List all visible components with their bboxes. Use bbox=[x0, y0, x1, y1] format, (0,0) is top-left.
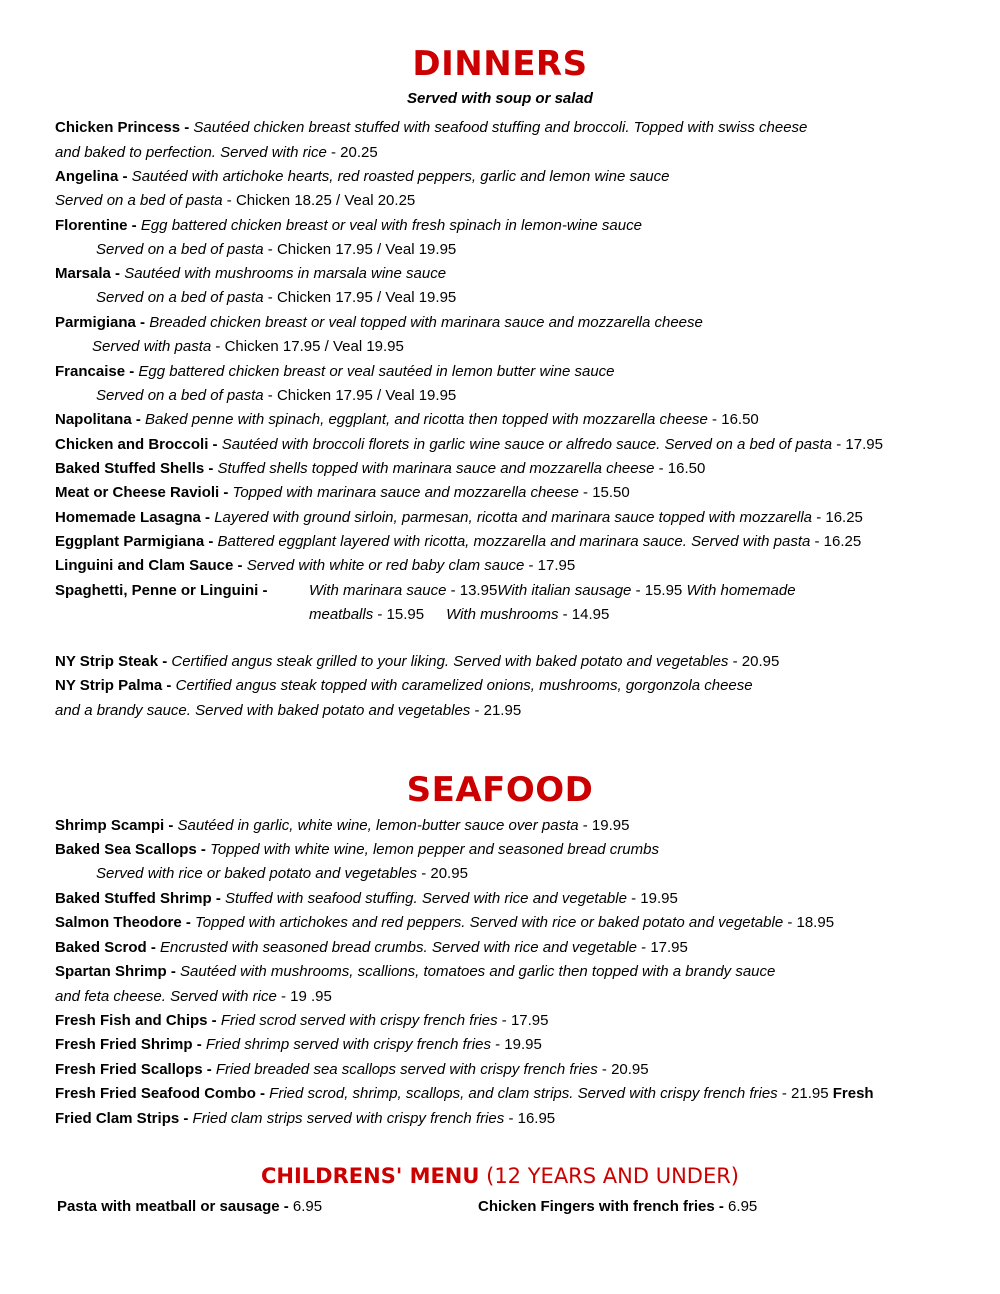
item-desc: Certified angus steak topped with caramelized onions, mushrooms, gorgonzola cheese bbox=[171, 677, 753, 694]
item-name: Homemade Lasagna - bbox=[55, 509, 211, 526]
item-name: Napolitana - bbox=[55, 411, 141, 428]
item-price: - Chicken 17.95 / Veal 19.95 bbox=[263, 387, 457, 404]
menu-line bbox=[96, 288, 456, 308]
item-name: Salmon Theodore - bbox=[55, 914, 191, 931]
item-desc: Fried shrimp served with crispy french fries bbox=[201, 1036, 491, 1053]
menu-line bbox=[55, 889, 678, 909]
item-desc: Served on a bed of pasta bbox=[96, 289, 264, 306]
menu-line bbox=[55, 532, 861, 552]
menu-line bbox=[55, 913, 834, 933]
pasta-options-line-1: With marinara sauce - 13.95With italian sausage - 15.95 With homemade bbox=[309, 582, 796, 599]
item-name: Shrimp Scampi - bbox=[55, 817, 174, 834]
item-desc: and a brandy sauce. Served with baked potato and vegetables bbox=[55, 702, 471, 719]
menu-line bbox=[55, 508, 863, 528]
item-price: - 16.50 bbox=[707, 411, 759, 428]
item-desc: and feta cheese. Served with rice bbox=[55, 988, 277, 1005]
item-name: Chicken and Broccoli - bbox=[55, 436, 218, 453]
item-desc: Sautéed chicken breast stuffed with seafood stuffing and broccoli. Topped with swiss cheese bbox=[189, 119, 808, 136]
menu-line bbox=[55, 1084, 874, 1104]
item-desc: Certified angus steak grilled to your liking. Served with baked potato and vegetables bbox=[167, 653, 729, 670]
item-name: Linguini and Clam Sauce - bbox=[55, 557, 243, 574]
menu-line bbox=[55, 264, 446, 284]
menu-line bbox=[55, 701, 521, 721]
item-price: - 19 .95 bbox=[276, 988, 332, 1005]
pasta-name: Spaghetti, Penne or Linguini - bbox=[55, 582, 268, 599]
item-desc: Egg battered chicken breast or veal with fresh spinach in lemon-wine sauce bbox=[136, 217, 642, 234]
dinners-subtitle: Served with soup or salad bbox=[407, 90, 593, 107]
item-price: - 19.95 bbox=[578, 817, 630, 834]
item-name: Francaise - bbox=[55, 363, 135, 380]
item-price: - 20.25 bbox=[326, 144, 378, 161]
item-name: Florentine - bbox=[55, 217, 137, 234]
menu-line bbox=[96, 864, 468, 884]
item-desc: Egg battered chicken breast or veal sautéed in lemon butter wine sauce bbox=[134, 363, 615, 380]
item-name: Fresh Fried Shrimp - bbox=[55, 1036, 202, 1053]
menu-line bbox=[55, 987, 332, 1007]
item-name: Baked Sea Scallops - bbox=[55, 841, 206, 858]
item-price: - 19.95 bbox=[626, 890, 678, 907]
item-desc: Layered with ground sirloin, parmesan, ricotta and marinara sauce topped with mozzarella bbox=[210, 509, 813, 526]
item-price: - 19.95 bbox=[490, 1036, 542, 1053]
kids-item: Pasta with meatball or sausage - 6.95 bbox=[57, 1198, 323, 1215]
kids-menu-title: CHILDRENS' MENU (12 YEARS AND UNDER) bbox=[261, 1164, 739, 1188]
item-price: - 21.95 bbox=[777, 1085, 833, 1102]
item-desc: Served on a bed of pasta bbox=[96, 241, 264, 258]
menu-line bbox=[55, 167, 670, 187]
item-desc: Battered eggplant layered with ricotta, mozzarella and marinara sauce. Served with pasta bbox=[213, 533, 811, 550]
seafood-title: SEAFOOD bbox=[406, 770, 594, 810]
menu-line bbox=[55, 1109, 555, 1129]
item-name: Parmigiana - bbox=[55, 314, 146, 331]
item-price: - 16.25 bbox=[810, 533, 862, 550]
menu-line bbox=[55, 143, 378, 163]
menu-line bbox=[55, 840, 659, 860]
menu-line bbox=[55, 191, 415, 211]
item-price: - 15.50 bbox=[578, 484, 630, 501]
kids-item: Chicken Fingers with french fries - 6.95 bbox=[478, 1198, 758, 1215]
item-desc: Fried breaded sea scallops served with crispy french fries bbox=[211, 1061, 598, 1078]
item-desc: Sautéed in garlic, white wine, lemon-butter sauce over pasta bbox=[173, 817, 579, 834]
item-desc: Sautéed with mushrooms in marsala wine sauce bbox=[120, 265, 447, 282]
item-name: Fresh Fish and Chips - bbox=[55, 1012, 217, 1029]
item-desc: Topped with artichokes and red peppers. Served with rice or baked potato and vegetable bbox=[190, 914, 784, 931]
item-price: - 16.95 bbox=[504, 1110, 556, 1127]
item-name: Eggplant Parmigiana - bbox=[55, 533, 214, 550]
item-desc: Topped with marinara sauce and mozzarella cheese bbox=[228, 484, 579, 501]
item-desc: Served on a bed of pasta bbox=[55, 192, 223, 209]
menu-line bbox=[96, 386, 456, 406]
item-name: Meat or Cheese Ravioli - bbox=[55, 484, 229, 501]
item-desc: Stuffed with seafood stuffing. Served with rice and vegetable bbox=[220, 890, 627, 907]
item-name: Spartan Shrimp - bbox=[55, 963, 176, 980]
dinners-title: DINNERS bbox=[412, 44, 588, 84]
item-desc: Sautéed with mushrooms, scallions, tomatoes and garlic then topped with a brandy sauce bbox=[175, 963, 776, 980]
menu-line bbox=[55, 459, 705, 479]
menu-line bbox=[55, 216, 642, 236]
item-name: Fried Clam Strips - bbox=[55, 1110, 189, 1127]
item-name: NY Strip Steak - bbox=[55, 653, 168, 670]
item-desc: Baked penne with spinach, eggplant, and ricotta then topped with mozzarella cheese bbox=[140, 411, 708, 428]
menu-line bbox=[55, 410, 759, 430]
item-desc: and baked to perfection. Served with rice bbox=[55, 144, 327, 161]
menu-line bbox=[96, 240, 456, 260]
item-price: - Chicken 17.95 / Veal 19.95 bbox=[263, 289, 457, 306]
menu-line bbox=[55, 1035, 542, 1055]
item-desc: Topped with white wine, lemon pepper and seasoned bread crumbs bbox=[205, 841, 659, 858]
item-name: Angelina - bbox=[55, 168, 128, 185]
item-price: - 17.95 bbox=[832, 436, 883, 453]
item-price: - Chicken 18.25 / Veal 20.25 bbox=[222, 192, 416, 209]
item-desc: Served with rice or baked potato and vegetables bbox=[96, 865, 418, 882]
item-price: - 17.95 bbox=[636, 939, 688, 956]
item-desc: Sautéed with artichoke hearts, red roasted peppers, garlic and lemon wine sauce bbox=[127, 168, 670, 185]
pasta-options-line-2: meatballs - 15.95 With mushrooms - 14.95 bbox=[309, 606, 610, 623]
menu-line bbox=[55, 118, 807, 138]
item-price: - 16.25 bbox=[812, 509, 863, 526]
item-price: - 17.95 bbox=[524, 557, 576, 574]
menu-line bbox=[55, 676, 753, 696]
item-price: - 18.95 bbox=[783, 914, 835, 931]
item-price: - Chicken 17.95 / Veal 19.95 bbox=[263, 241, 457, 258]
item-price: - Chicken 17.95 / Veal 19.95 bbox=[211, 338, 404, 355]
item-price: - 17.95 bbox=[497, 1012, 549, 1029]
item-desc: Breaded chicken breast or veal topped with marinara sauce and mozzarella cheese bbox=[145, 314, 703, 331]
menu-line bbox=[55, 652, 779, 672]
menu-line bbox=[55, 816, 629, 836]
item-desc: Served on a bed of pasta bbox=[96, 387, 264, 404]
item-name: NY Strip Palma - bbox=[55, 677, 172, 694]
item-price: - 21.95 bbox=[470, 702, 522, 719]
item-name: Baked Stuffed Shrimp - bbox=[55, 890, 221, 907]
item-price: - 16.50 bbox=[654, 460, 706, 477]
item-price: - 20.95 bbox=[728, 653, 780, 670]
menu-line bbox=[55, 1060, 649, 1080]
item-desc: Sautéed with broccoli florets in garlic wine sauce or alfredo sauce. Served on a bed of pasta bbox=[217, 436, 833, 453]
item-name: Baked Stuffed Shells - bbox=[55, 460, 214, 477]
item-desc: Served with pasta bbox=[92, 338, 212, 355]
menu-line bbox=[55, 483, 630, 503]
menu-line bbox=[55, 962, 775, 982]
item-name-tail: Fresh bbox=[832, 1085, 874, 1102]
menu-line bbox=[55, 556, 575, 576]
item-desc: Fried scrod, shrimp, scallops, and clam strips. Served with crispy french fries bbox=[265, 1085, 778, 1102]
item-price: - 20.95 bbox=[417, 865, 468, 882]
item-name: Baked Scrod - bbox=[55, 939, 156, 956]
menu-line bbox=[55, 938, 688, 958]
item-name: Chicken Princess - bbox=[55, 119, 190, 136]
item-price: - 20.95 bbox=[597, 1061, 649, 1078]
menu-line bbox=[92, 337, 404, 357]
menu-line bbox=[55, 362, 615, 382]
menu-line bbox=[55, 313, 703, 333]
item-desc: Encrusted with seasoned bread crumbs. Served with rice and vegetable bbox=[155, 939, 637, 956]
item-name: Fresh Fried Scallops - bbox=[55, 1061, 212, 1078]
menu-line bbox=[55, 435, 883, 455]
item-desc: Served with white or red baby clam sauce bbox=[242, 557, 525, 574]
item-name: Fresh Fried Seafood Combo - bbox=[55, 1085, 266, 1102]
item-desc: Fried clam strips served with crispy french fries bbox=[188, 1110, 505, 1127]
item-desc: Fried scrod served with crispy french fries bbox=[216, 1012, 498, 1029]
menu-line bbox=[55, 1011, 548, 1031]
item-name: Marsala - bbox=[55, 265, 121, 282]
item-desc: Stuffed shells topped with marinara sauce and mozzarella cheese bbox=[213, 460, 655, 477]
